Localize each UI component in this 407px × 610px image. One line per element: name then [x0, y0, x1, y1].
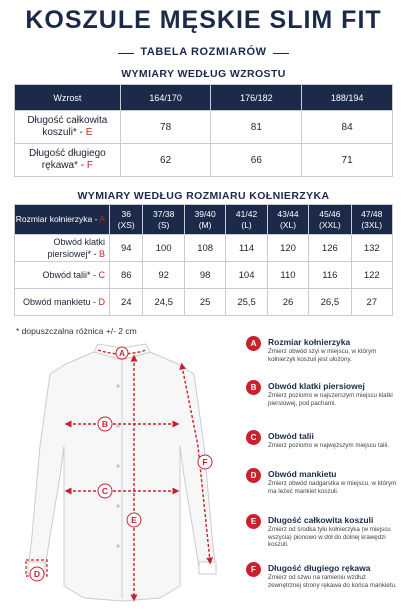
row-label: Długość długiego rękawa* - F — [15, 144, 121, 177]
table-cell: 27 — [351, 289, 393, 316]
legend-badge: B — [246, 380, 261, 395]
table-cell: 110 — [267, 262, 308, 289]
measure-letter: C — [98, 270, 105, 280]
table-cell: 84 — [302, 111, 393, 144]
table-cell: 126 — [309, 235, 351, 262]
table-cell: 132 — [351, 235, 393, 262]
table-row — [15, 289, 393, 316]
column-header: 176/182 — [211, 85, 302, 111]
table-cell: 120 — [267, 235, 308, 262]
row-label: Obwód mankietu - D — [15, 289, 110, 316]
table-cell: 66 — [211, 144, 302, 177]
table-cell: 81 — [211, 111, 302, 144]
marker-a: A — [119, 349, 125, 358]
column-header: 36 (XS) — [110, 205, 143, 235]
legend-desc: Zmierz od szwu na ramieniu wzdłuż zewnętrznej strony rękawa do końca mankietu. — [268, 574, 397, 589]
row-label: Obwód talii* - C — [15, 262, 110, 289]
legend-badge: E — [246, 514, 261, 529]
measure-letter: E — [85, 127, 93, 138]
legend-title: Obwód mankietu — [268, 469, 337, 479]
table-row — [15, 111, 393, 144]
measure-letter: A — [99, 214, 105, 224]
marker-d: D — [33, 569, 41, 579]
table-cell: 98 — [184, 262, 225, 289]
legend-desc: Zmierz od środka tyłu kołnierzyka (w miejscu wszycia) pionowo w dół do dolnej krawędzi koszuli. — [268, 526, 391, 549]
table-cell: 116 — [309, 262, 351, 289]
column-header: 164/170 — [120, 85, 211, 111]
table-cell: 108 — [184, 235, 225, 262]
marker-e: E — [131, 515, 137, 525]
table-cell: 114 — [226, 235, 267, 262]
table-cell: 86 — [110, 262, 143, 289]
column-header: 41/42 (L) — [226, 205, 267, 235]
height-table-title: WYMIARY WEDŁUG WZROSTU — [121, 68, 286, 80]
column-header: 188/194 — [302, 85, 393, 111]
measure-letter: D — [98, 297, 105, 307]
legend-desc: Zmierz poziomo w najwęższym miejscu talii. — [268, 442, 390, 449]
table-row — [15, 262, 393, 289]
column-header: Wzrost — [15, 85, 121, 111]
legend-badge: D — [246, 468, 261, 483]
table-cell: 24 — [110, 289, 143, 316]
height-size-table — [14, 84, 393, 177]
table-cell: 104 — [226, 262, 267, 289]
subtitle-block — [0, 46, 407, 60]
table-cell: 25,5 — [226, 289, 267, 316]
legend-desc: Zmierz poziomo w najszerszym miejscu klatki piersiowej, pod pachami. — [268, 392, 393, 407]
column-header: 39/40 (M) — [184, 205, 225, 235]
column-header: 37/38 (S) — [143, 205, 184, 235]
legend-title: Obwód talii — [268, 431, 314, 441]
measure-letter: F — [86, 160, 93, 171]
collar-size-table — [14, 204, 393, 316]
collar-table-title: WYMIARY WEDŁUG ROZMIARU KOŁNIERZYKA — [77, 190, 330, 202]
column-header: Rozmiar kołnierzyka - A — [15, 205, 110, 235]
legend-title: Obwód klatki piersiowej — [268, 381, 365, 391]
table-header-row — [15, 85, 393, 111]
legend-title: Długość długiego rękawa — [268, 563, 371, 573]
row-label: Długość całkowita koszuli* - E — [15, 111, 121, 144]
shirt-illustration — [28, 344, 216, 601]
table-cell: 92 — [143, 262, 184, 289]
column-header: 45/46 (XXL) — [309, 205, 351, 235]
column-header: 43/44 (XL) — [267, 205, 308, 235]
shirt-diagram — [10, 336, 240, 608]
table-cell: 100 — [143, 235, 184, 262]
table-cell: 71 — [302, 144, 393, 177]
table-cell: 26,5 — [309, 289, 351, 316]
table-cell: 24,5 — [143, 289, 184, 316]
table-row — [15, 235, 393, 262]
tolerance-note: * dopuszczalna różnica +/- 2 cm — [16, 326, 137, 336]
table-cell: 26 — [267, 289, 308, 316]
legend-title: Rozmiar kołnierzyka — [268, 337, 351, 347]
legend-desc: Zmierz obwód nadgarstka w miejscu, w którym ma leżeć mankiet koszuli. — [268, 480, 397, 495]
measure-letter: B — [98, 249, 105, 259]
legend-title: Długość całkowita koszuli — [268, 515, 374, 525]
column-header: 47/48 (3XL) — [351, 205, 393, 235]
table-cell: 62 — [120, 144, 211, 177]
table-cell: 78 — [120, 111, 211, 144]
marker-c: C — [101, 486, 109, 496]
marker-b: B — [101, 419, 109, 429]
legend-badge: F — [246, 562, 261, 577]
page-subtitle: TABELA ROZMIARÓW — [134, 46, 272, 58]
legend-badge: A — [246, 336, 261, 351]
table-cell: 94 — [110, 235, 143, 262]
legend-desc: Zmierz obwód szyi w miejscu, w którym kołnierzyk koszuli jest ułożony. — [268, 348, 377, 363]
row-label: Obwód klatki piersiowej* - B — [15, 235, 110, 262]
table-row — [15, 144, 393, 177]
page-title: KOSZULE MĘSKIE SLIM FIT — [25, 6, 382, 34]
table-cell: 25 — [184, 289, 225, 316]
table-cell: 122 — [351, 262, 393, 289]
table-header-row — [15, 205, 393, 235]
marker-f: F — [202, 457, 208, 467]
legend-badge: C — [246, 430, 261, 445]
